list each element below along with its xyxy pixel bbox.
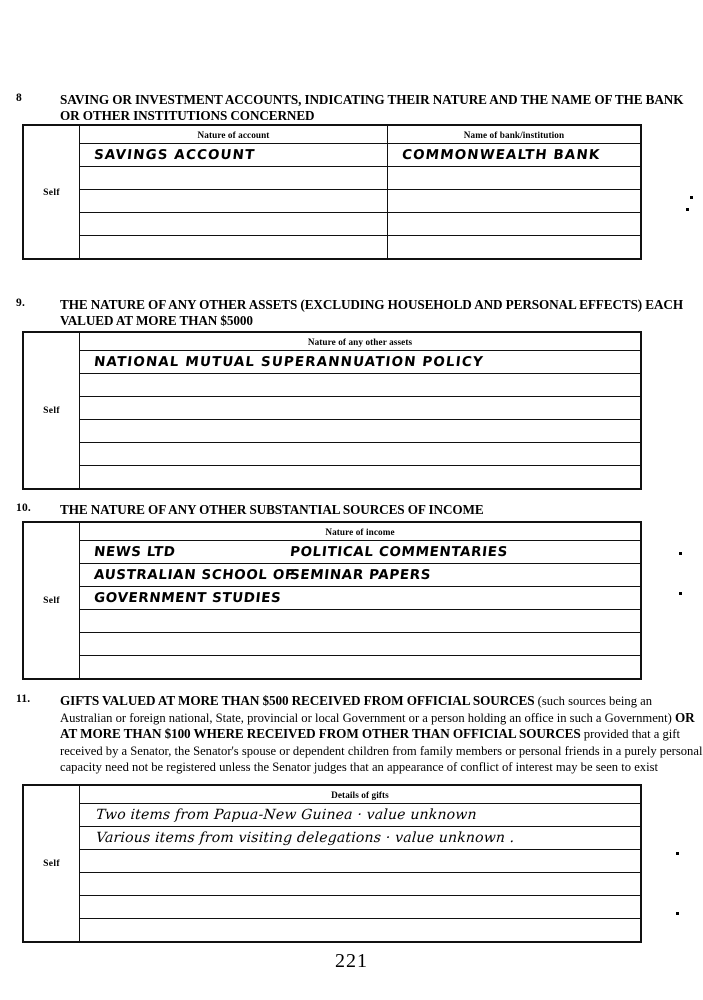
cell-income-description (276, 541, 641, 564)
section-8-number: 8 (16, 92, 22, 104)
cell-name-of-bank (388, 144, 641, 167)
table-row (24, 873, 641, 896)
row-label-self: Self (24, 333, 80, 489)
cell-income-source (80, 587, 283, 610)
handwritten-value: SEMINAR PAPERS (288, 567, 432, 583)
cell-gift-details (80, 804, 641, 827)
table-header-row (24, 523, 641, 541)
table-row (24, 397, 641, 420)
column-header-nature-of-assets: Nature of any other assets (80, 333, 641, 351)
cell-income-description (276, 587, 641, 610)
margin-speck (679, 592, 682, 595)
table-row (24, 236, 641, 259)
cell-nature-of-assets (80, 351, 641, 374)
handwritten-value: SAVINGS ACCOUNT (93, 147, 257, 163)
table-row (24, 656, 641, 679)
column-header-nature-of-account: Nature of account (80, 126, 388, 144)
section-11-heading-caps-2: OR AT MORE THAN $100 WHERE RECEIVED FROM OTHER THAN OFFICIAL SOURCES (60, 709, 695, 741)
handwritten-value: Various items from visiting delegations · value unknown . (95, 830, 516, 846)
table-row (24, 541, 641, 564)
handwritten-value: GOVERNMENT STUDIES (93, 590, 283, 606)
handwritten-value: Two items from Papua-New Guinea · value unknown (95, 807, 478, 823)
table-row (24, 804, 641, 827)
table-row (24, 144, 641, 167)
table-row (24, 190, 641, 213)
cell-empty (276, 610, 641, 633)
column-header-details-of-gifts: Details of gifts (80, 786, 641, 804)
cell-nature-of-account (80, 144, 388, 167)
cell-income-description (276, 564, 641, 587)
cell-empty (80, 420, 641, 443)
row-label-self: Self (24, 523, 80, 679)
cell-empty (80, 850, 641, 873)
cell-empty (80, 443, 641, 466)
table-row (24, 919, 641, 942)
page-number: 221 (335, 950, 368, 972)
margin-speck (676, 912, 679, 915)
section-8-table (22, 124, 642, 260)
section-9-number: 9. (16, 297, 26, 309)
cell-empty (80, 236, 388, 259)
handwritten-value: NEWS LTD (93, 544, 177, 560)
cell-empty (80, 466, 641, 489)
column-header-nature-of-income: Nature of income (80, 523, 641, 541)
cell-empty (388, 236, 641, 259)
table-row (24, 443, 641, 466)
cell-empty (80, 919, 641, 942)
table-row (24, 351, 641, 374)
table-row (24, 827, 641, 850)
cell-empty (276, 633, 641, 656)
section-11-table (22, 784, 642, 943)
cell-empty (388, 190, 641, 213)
table-row (24, 420, 641, 443)
section-11-number: 11. (16, 693, 31, 705)
table-row (24, 896, 641, 919)
handwritten-value: AUSTRALIAN SCHOOL OF (93, 567, 296, 583)
section-10-table (22, 521, 642, 680)
table-row (24, 374, 641, 397)
handwritten-value: NATIONAL MUTUAL SUPERANNUATION POLICY (93, 354, 485, 370)
section-11-heading (60, 693, 703, 776)
cell-empty (80, 374, 641, 397)
section-10-number: 10. (16, 502, 31, 514)
cell-empty (80, 397, 641, 420)
section-10-heading: THE NATURE OF ANY OTHER SUBSTANTIAL SOURCES OF INCOME (60, 502, 484, 517)
table-row (24, 610, 641, 633)
cell-gift-details (80, 827, 641, 850)
section-9-table (22, 331, 642, 490)
cell-empty (80, 190, 388, 213)
cell-income-source (80, 564, 296, 587)
row-label-self: Self (24, 126, 80, 259)
cell-empty (388, 213, 641, 236)
table-header-row (24, 786, 641, 804)
section-9-heading: THE NATURE OF ANY OTHER ASSETS (EXCLUDING HOUSEHOLD AND PERSONAL EFFECTS) EACH VALUED AT MORE THAN $5000 (60, 297, 683, 328)
table-row (24, 633, 641, 656)
cell-empty (80, 167, 388, 190)
margin-speck (676, 852, 679, 855)
table-row (24, 564, 641, 587)
handwritten-value: COMMONWEALTH BANK (401, 147, 602, 163)
margin-speck (690, 196, 693, 199)
margin-speck (686, 208, 689, 211)
cell-empty (80, 656, 276, 679)
cell-income-source (80, 541, 276, 564)
section-8-heading: SAVING OR INVESTMENT ACCOUNTS, INDICATING THEIR NATURE AND THE NAME OF THE BANK OR OTHER INSTITUTIONS CONCERNED (60, 92, 684, 123)
section-11-heading-caps-1: GIFTS VALUED AT MORE THAN $500 RECEIVED FROM OFFICIAL SOURCES (60, 693, 535, 708)
table-row (24, 850, 641, 873)
table-row (24, 466, 641, 489)
row-label-self: Self (24, 786, 80, 942)
cell-empty (276, 656, 641, 679)
section-11-heading-lower-1: (such sources being an Australian or foreign national, State, provincial or local Government or a person holding an office in such a Government) (60, 694, 672, 725)
section-11-heading-lower-2: provided that a gift received by a Senator, the Senator's spouse or dependent children from family members or personal friends in a purely personal capacity need not be registered unless the Senator judges that an appearance of conflict of interest may be seen to exist (60, 727, 703, 774)
margin-speck (679, 552, 682, 555)
table-header-row (24, 126, 641, 144)
cell-empty (80, 896, 641, 919)
column-header-name-of-bank: Name of bank/institution (388, 126, 641, 144)
table-row (24, 167, 641, 190)
cell-empty (80, 633, 276, 656)
cell-empty (80, 610, 276, 633)
table-row (24, 213, 641, 236)
table-row (24, 587, 641, 610)
cell-empty (80, 873, 641, 896)
handwritten-value: POLITICAL COMMENTARIES (288, 544, 509, 560)
table-header-row (24, 333, 641, 351)
cell-empty (80, 213, 388, 236)
cell-empty (388, 167, 641, 190)
